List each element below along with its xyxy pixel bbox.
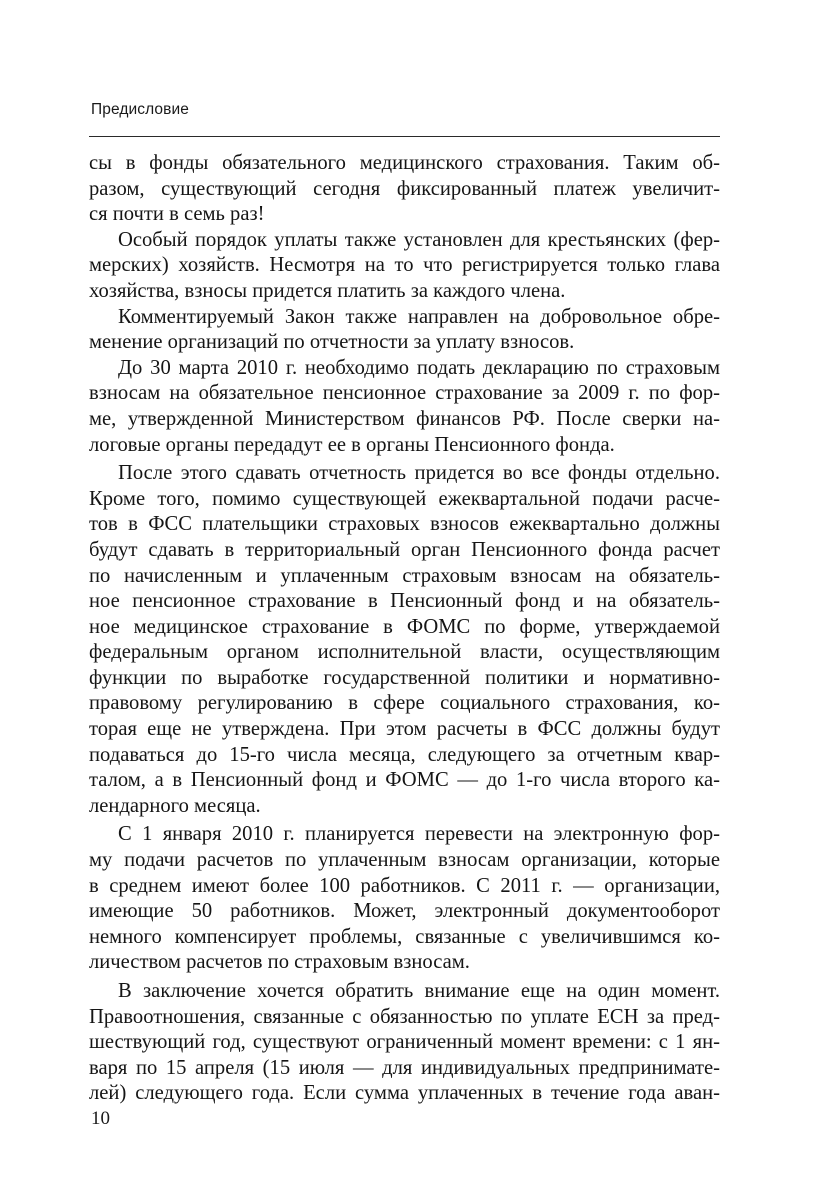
header-rule	[89, 136, 720, 137]
text-line: талом, а в Пенсионный фонд и ФОМС — до 1-го числа второго ка-	[89, 769, 721, 792]
text-line: ме, утвержденной Министерством финансов РФ. После сверки на-	[89, 407, 720, 430]
text-line: Особый порядок уплаты также установлен для крестьянских (фер-	[118, 228, 720, 251]
text-line: личеством расчетов по страховым взносам.	[89, 951, 470, 974]
text-line: лендарного месяца.	[89, 794, 261, 817]
text-line: разом, существующий сегодня фиксированный платеж увеличит-	[89, 177, 720, 200]
paragraph	[89, 822, 720, 976]
text-line: правовому регулированию в сфере социального страхования, ко-	[89, 692, 720, 715]
text-line: ное медицинское страхование в ФОМС по форме, утверждаемой	[89, 615, 720, 638]
text-line: менение организаций по отчетности за уплату взносов.	[89, 331, 575, 354]
paragraph	[89, 461, 720, 819]
text-line: будут сдавать в территориальный орган Пенсионного фонда расчет	[89, 538, 720, 561]
text-line: му подачи расчетов по уплаченным взносам организации, которые	[89, 849, 720, 872]
text-line: хозяйства, взносы придется платить за каждого члена.	[89, 279, 566, 302]
text-line: варя по 15 апреля (15 июля — для индивидуальных предпринимате-	[89, 1056, 720, 1079]
text-line: торая еще не утверждена. При этом расчеты в ФСС должны будут	[89, 718, 720, 741]
text-line: взносам на обязательное пенсионное страхование за 2009 г. по фор-	[89, 382, 720, 405]
text-line: логовые органы передадут ее в органы Пенсионного фонда.	[89, 433, 615, 456]
text-line: Комментируемый Закон также направлен на добровольное обре-	[118, 305, 720, 328]
page-number: 10	[91, 1108, 110, 1129]
running-title: Предисловие	[91, 101, 189, 118]
paragraph	[89, 305, 720, 356]
text-line: мерских) хозяйств. Несмотря на то что регистрируется только глава	[89, 254, 721, 277]
paragraph	[89, 228, 720, 305]
text-line: лей) следующего года. Если сумма уплаченных в течение года аван-	[89, 1082, 720, 1105]
text-line: В заключение хочется обратить внимание еще на один момент.	[118, 980, 720, 1002]
text-line: С 1 января 2010 г. планируется перевести на электронную фор-	[118, 823, 720, 846]
text-line: шествующий год, существуют ограниченный момент времени: с 1 ян-	[89, 1031, 720, 1054]
text-line: ся почти в семь раз!	[89, 203, 265, 226]
text-line: После этого сдавать отчетность придется во все фонды отдельно.	[118, 462, 720, 485]
body-text	[89, 151, 720, 1107]
text-line: подаваться до 15-го числа месяца, следующего за отчетным квар-	[89, 743, 720, 766]
text-line: До 30 марта 2010 г. необходимо подать декларацию по страховым	[118, 356, 720, 379]
text-line: немного компенсирует проблемы, связанные с увеличившимся ко-	[89, 925, 720, 948]
paragraph	[89, 356, 720, 458]
paragraph	[89, 151, 720, 228]
text-line: в среднем имеют более 100 работников. С 2011 г. — организации,	[89, 874, 720, 897]
text-line: функции по выработке государственной политики и нормативно-	[89, 666, 720, 689]
text-line: федеральным органом исполнительной власти, осуществляющим	[89, 641, 720, 664]
text-line: Правоотношения, связанные с обязанностью по уплате ЕСН за пред-	[89, 1005, 720, 1028]
paragraph	[89, 979, 720, 1107]
text-line: Кроме того, помимо существующей ежеквартальной подачи расче-	[89, 487, 720, 510]
text-line: сы в фонды обязательного медицинского страхования. Таким об-	[89, 152, 720, 174]
text-line: по начисленным и уплаченным страховым взносам на обязатель-	[89, 564, 720, 587]
text-line: имеющие 50 работников. Может, электронный документооборот	[89, 900, 720, 923]
text-line: тов в ФСС плательщики страховых взносов ежеквартально должны	[89, 513, 720, 536]
text-line: ное пенсионное страхование в Пенсионный фонд и на обязатель-	[89, 590, 720, 613]
